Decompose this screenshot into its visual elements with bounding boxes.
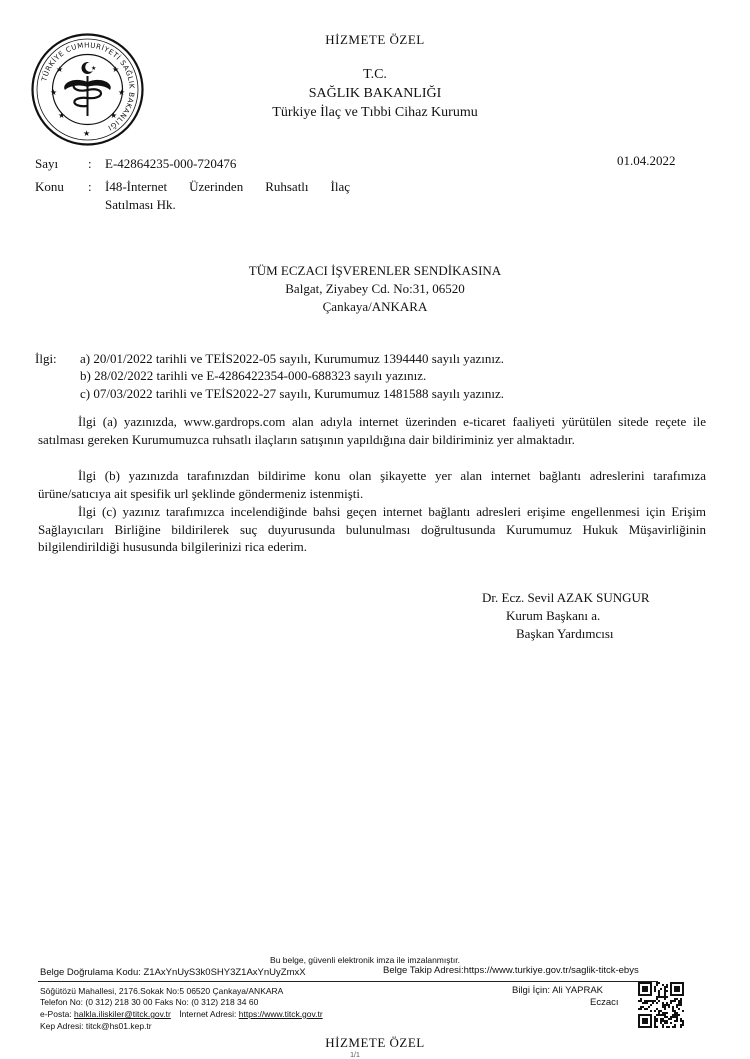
web-label: İnternet Adresi: [179, 1009, 239, 1019]
info-contact-title: Eczacı [590, 997, 619, 1008]
body-paragraph-2 [38, 467, 706, 502]
body-paragraph-3-text: İlgi (c) yazınız tarafımızca incelendiğinde bahsi geçen internet bağlantı adresleri erişime engellenmesi için Erişim Sağlayıcıları Birliğine bildirilerek suç duyurusunda bulunulması doğrultusunda Kurumumuz Hukuk Müşavirliğinin bilgilendirildiği hususunda bilgilerinizi rica ederim. [38, 504, 706, 554]
svg-text:★: ★ [118, 88, 126, 97]
footer-contact-line [40, 1009, 323, 1019]
body-paragraph-3 [38, 503, 706, 556]
body-paragraph-1 [38, 413, 706, 448]
sayi-separator: : [88, 156, 92, 171]
svg-text:★: ★ [112, 65, 120, 74]
page-mark: 1/1 [350, 1052, 360, 1059]
svg-text:★: ★ [56, 65, 64, 74]
signer-title-1: Kurum Başkanı a. [506, 608, 601, 623]
classification-top: HİZMETE ÖZEL [325, 32, 425, 47]
konu-value-line2: Satılması Hk. [105, 197, 176, 212]
verification-code: Belge Doğrulama Kodu: Z1AxYnUyS3k0SHY3Z1AxYnUyZmxX [40, 967, 306, 978]
body-paragraph-2-text: İlgi (b) yazınızda tarafınızdan bildirime konu olan şikayette yer alan internet bağlantı adreslerini tarafımıza ürüne/satıcıya ait spesifik url şeklinde göndermeniz istenmişti. [38, 468, 706, 501]
footer-divider [38, 981, 658, 982]
signer-title-2: Başkan Yardımcısı [516, 626, 614, 641]
qr-code [638, 982, 684, 1028]
references-label: İlgi: [35, 351, 57, 366]
signer-name: Dr. Ecz. Sevil AZAK SUNGUR [482, 590, 650, 605]
reference-item-c: c) 07/03/2022 tarihli ve TEİS2022-27 sayılı, Kurumumuz 1481588 sayılı yazınız. [80, 386, 504, 401]
org-line-agency: Türkiye İlaç ve Tıbbi Cihaz Kurumu [272, 105, 478, 120]
esign-note: Bu belge, güvenli elektronik imza ile imzalanmıştır. [270, 955, 460, 965]
footer-phone: Telefon No: (0 312) 218 30 00 Faks No: (0 312) 218 34 60 [40, 997, 259, 1007]
konu-label: Konu [35, 179, 64, 194]
kep-address: Kep Adresi: titck@hs01.kep.tr [40, 1021, 152, 1031]
body-paragraph-1-text: İlgi (a) yazınızda, www.gardrops.com alan adıyla internet üzerinden e-ticaret faaliyeti yürütülen sitede reçete ile satılması gereken Kurumumuzca ruhsatlı ilaçların satışının yapıldığına dair bildiriminiz yer almaktadır. [38, 414, 706, 447]
sayi-value: E-42864235-000-720476 [105, 156, 237, 171]
recipient-name: TÜM ECZACI İŞVERENLER SENDİKASINA [248, 263, 502, 278]
recipient-address-line1: Balgat, Ziyabey Cd. No:31, 06520 [285, 281, 465, 296]
svg-text:★: ★ [91, 65, 97, 72]
seal-ring-text: TÜRKİYE CUMHURİYETİ SAĞLIK BAKANLIĞI [40, 41, 136, 132]
email-label: e-Posta: [40, 1009, 75, 1019]
svg-text:★: ★ [110, 111, 118, 120]
konu-value-line1: İ48-İnternet Üzerinden Ruhsatlı İlaç [105, 179, 350, 194]
svg-text:★: ★ [50, 88, 58, 97]
svg-text:★: ★ [83, 129, 91, 138]
konu-separator: : [88, 179, 92, 194]
svg-text:★: ★ [58, 111, 66, 120]
org-line-ministry: SAĞLIK BAKANLIĞI [308, 86, 442, 101]
footer-address: Söğütözü Mahallesi, 2176.Sokak No:5 06520 Çankaya/ANKARA [40, 986, 284, 996]
web-link[interactable]: https://www.titck.gov.tr [238, 1009, 323, 1019]
email-link[interactable]: halkla.iliskiler@titck.gov.tr [74, 1009, 171, 1019]
qr-code-icon [638, 982, 684, 1028]
recipient-address-line2: Çankaya/ANKARA [322, 299, 428, 314]
sayi-label: Sayı [35, 156, 59, 171]
document-date: 01.04.2022 [617, 153, 676, 168]
reference-item-a: a) 20/01/2022 tarihli ve TEİS2022-05 sayılı, Kurumumuz 1394440 sayılı yazınız. [80, 351, 504, 366]
org-line-tc: T.C. [363, 67, 387, 82]
info-contact: Bilgi İçin: Ali YAPRAK [512, 985, 603, 996]
classification-bottom: HİZMETE ÖZEL [325, 1035, 425, 1050]
tracking-address[interactable]: Belge Takip Adresi:https://www.turkiye.gov.tr/saglik-titck-ebys [383, 965, 639, 976]
reference-item-b: b) 28/02/2022 tarihli ve E-4286422354-000-688323 sayılı yazınız. [80, 368, 427, 383]
